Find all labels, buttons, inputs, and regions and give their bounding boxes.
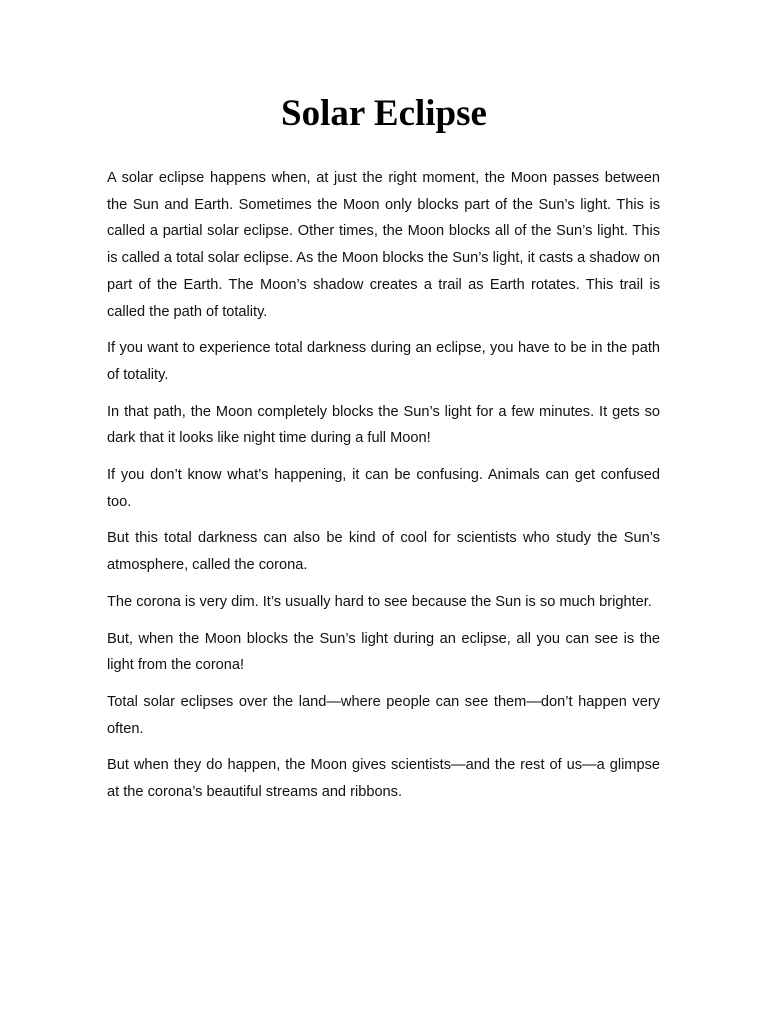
document-body [107, 165, 660, 816]
document-title: Solar Eclipse [281, 93, 487, 134]
paragraph: If you don’t know what’s happening, it can be confusing. Animals can get confused too. [107, 467, 660, 510]
paragraph: But when they do happen, the Moon gives scientists—and the rest of us—a glimpse at the corona’s beautiful streams and ribbons. [107, 757, 660, 801]
paragraph: If you want to experience total darkness during an eclipse, you have to be in the path of totality. [107, 340, 660, 383]
paragraph: But this total darkness can also be kind of cool for scientists who study the Sun’s atmosphere, called the corona. [107, 530, 660, 574]
paragraph: A solar eclipse happens when, at just the right moment, the Moon passes between the Sun and Earth. Sometimes the Moon only blocks part of the Sun’s light. This is called a partial solar eclipse. Other times, the Moon blocks all of the Sun’s light. This is called a total solar eclipse. As the Moon blocks the Sun’s light, it casts a shadow on part of the Earth. The Moon’s shadow creates a trail as Earth rotates. This trail is called the path of totality. [107, 170, 660, 320]
paragraph: But, when the Moon blocks the Sun’s light during an eclipse, all you can see is the light from the corona! [107, 630, 660, 674]
paragraph: In that path, the Moon completely blocks the Sun’s light for a few minutes. It gets so dark that it looks like night time during a full Moon! [107, 403, 660, 447]
paragraph: Total solar eclipses over the land—where people can see them—don’t happen very often. [107, 693, 660, 737]
paragraph: The corona is very dim. It’s usually hard to see because the Sun is so much brighter. [107, 593, 652, 610]
